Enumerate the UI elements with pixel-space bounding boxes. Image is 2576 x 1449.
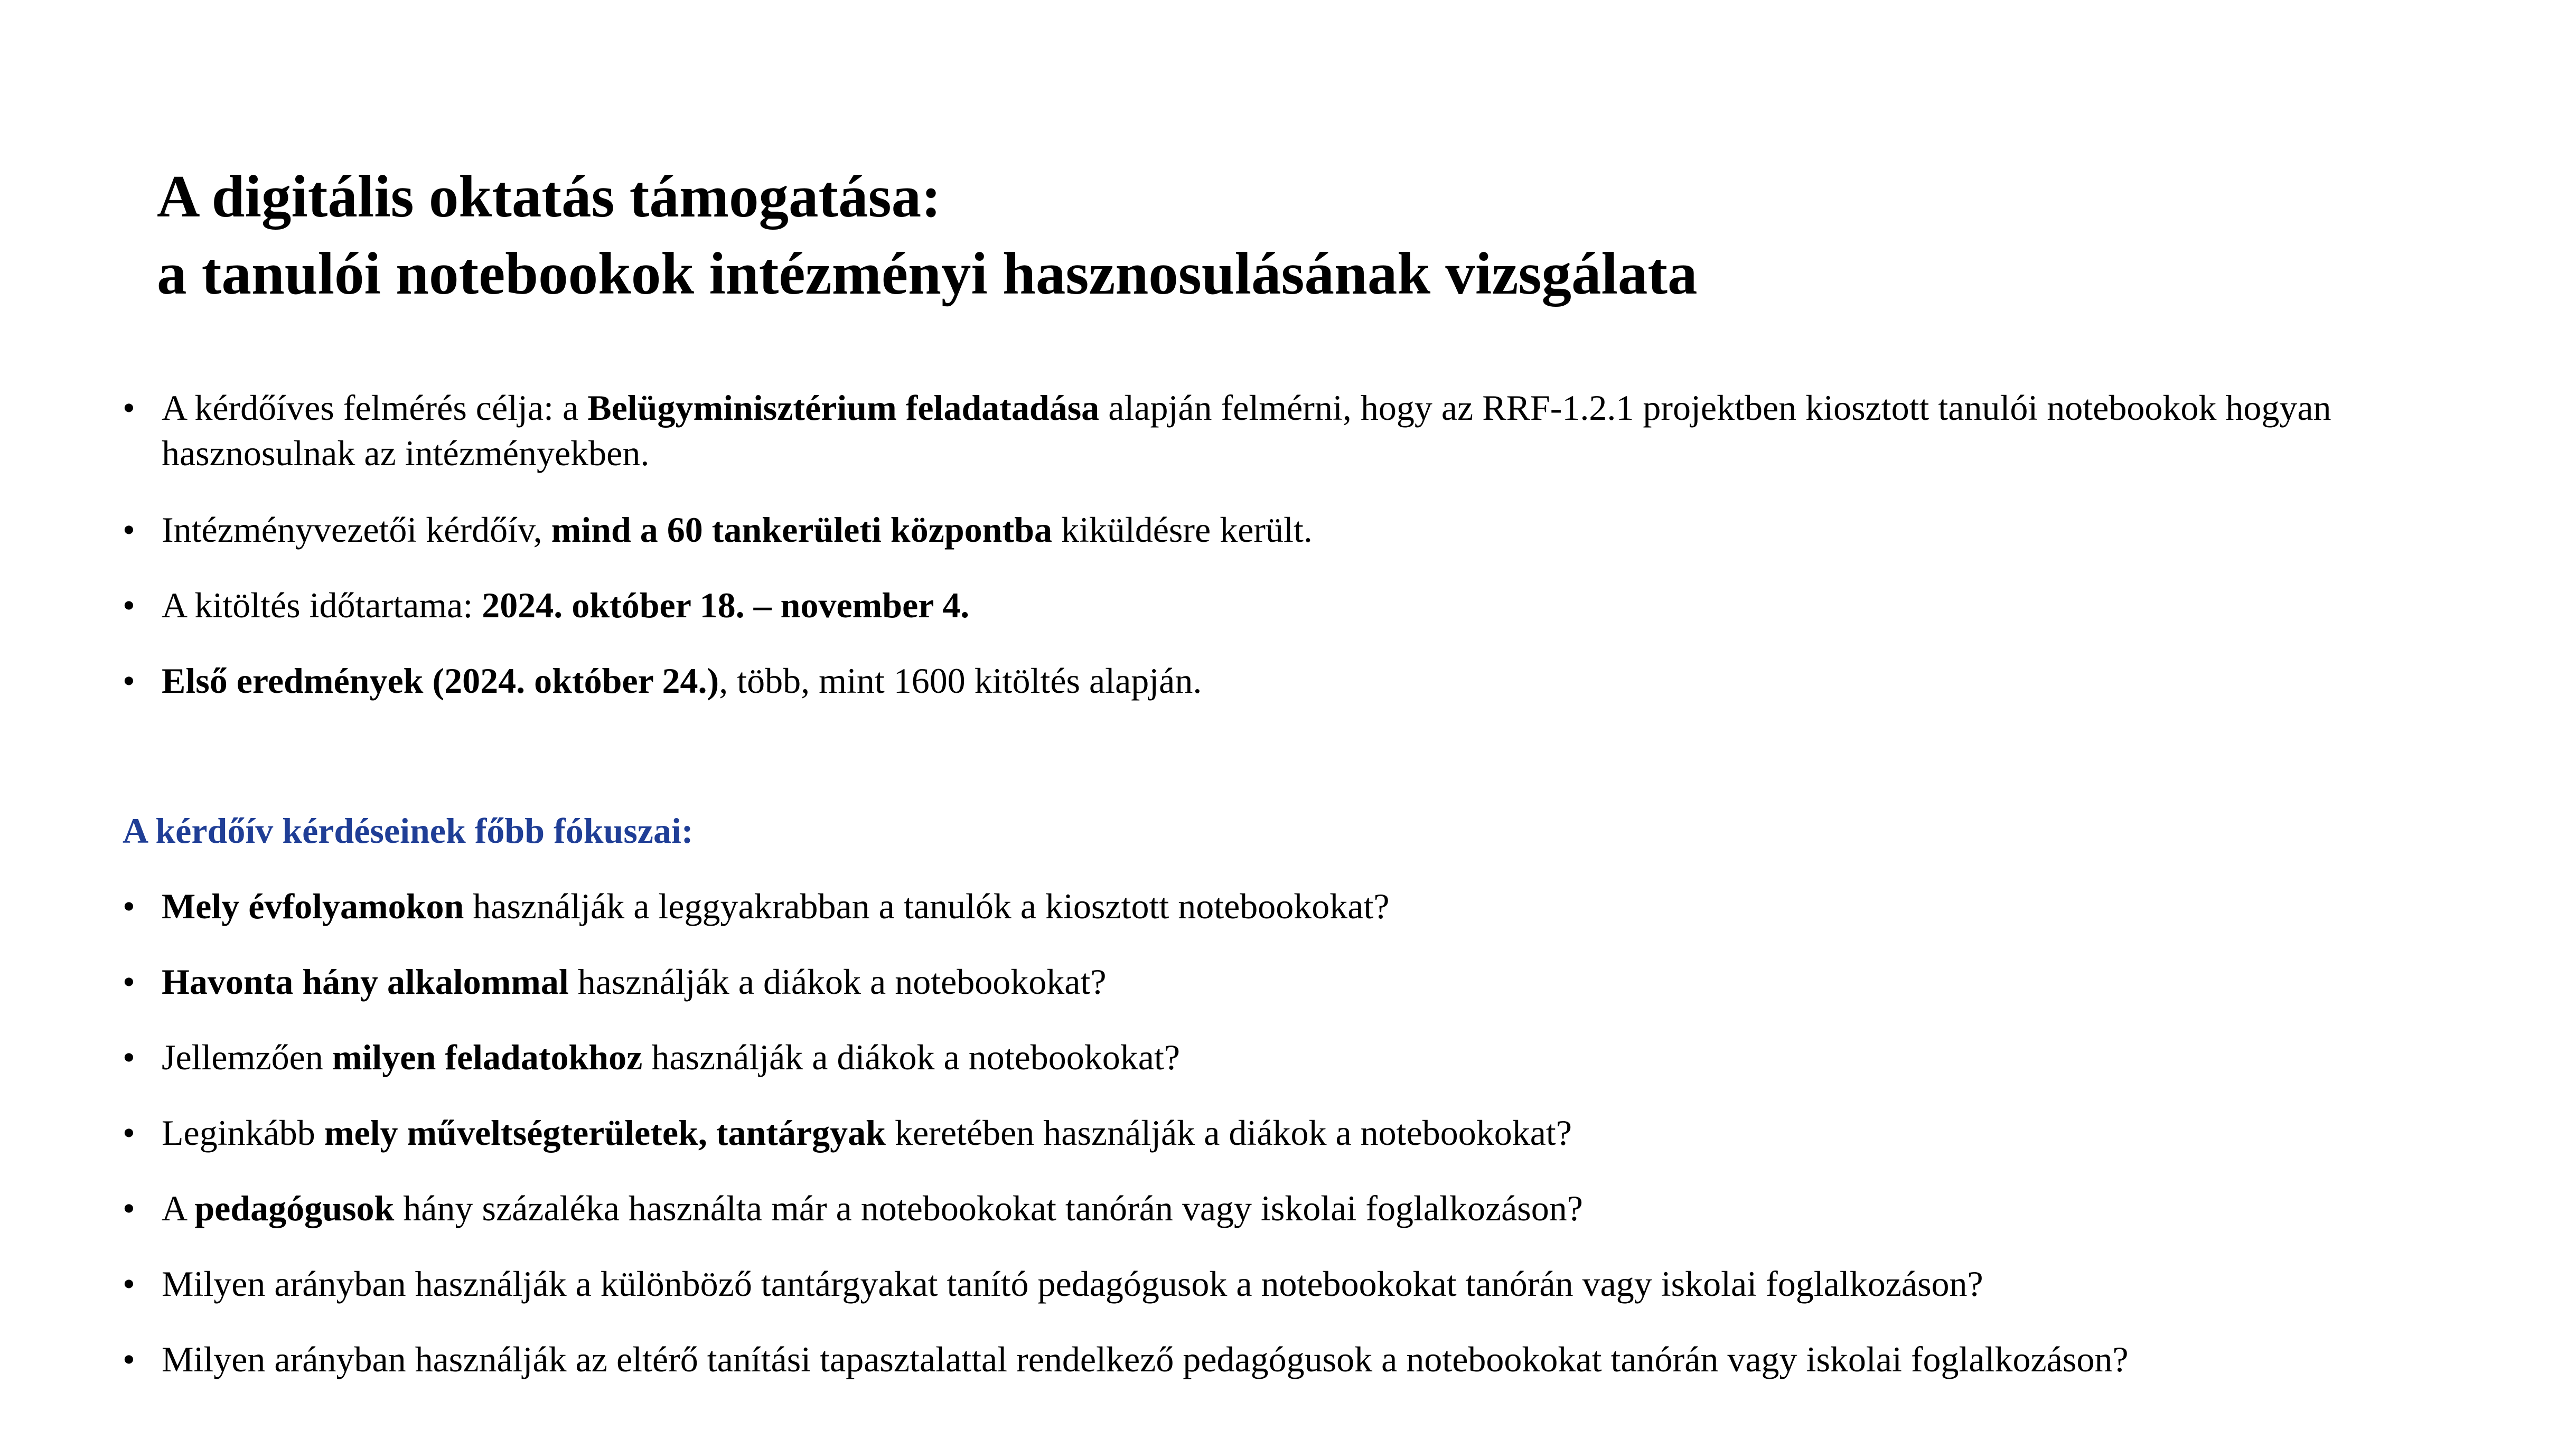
intro-item-questionnaire-text-2: kiküldésre került. xyxy=(1052,510,1313,550)
intro-item-period-text-1: A kitöltés időtartama: xyxy=(162,585,482,625)
intro-item-goal xyxy=(123,385,2499,476)
bullet-dot: • xyxy=(123,661,135,701)
intro-item-questionnaire-text-1: Intézményvezetői kérdőív, xyxy=(162,510,551,550)
intro-item-first-results-bold: Első eredmények (2024. október 24.) xyxy=(162,661,719,701)
focus-item-teachers-percentage xyxy=(123,1185,2499,1231)
bullet-dot: • xyxy=(123,1339,135,1379)
slide-title xyxy=(157,158,1697,313)
focus-item-subjects-text-1: Leginkább xyxy=(162,1113,324,1153)
bullet-dot: • xyxy=(123,585,135,625)
focus-bullet-list xyxy=(123,883,2499,1382)
bullet-dot: • xyxy=(123,510,135,550)
intro-item-first-results-text-2: , több, mint 1600 kitöltés alapján. xyxy=(719,661,1202,701)
focus-item-teachers-by-experience xyxy=(123,1337,2499,1382)
focus-item-grades-text-2: használják a leggyakrabban a tanulók a kiosztott notebookokat? xyxy=(464,886,1390,926)
focus-item-grades xyxy=(123,883,2499,929)
intro-item-goal-text-2: alapján felmérni, hogy az RRF-1.2.1 projektben kiosztott tanulói notebookok hogyan hasznosulnak az intézményekben. xyxy=(162,388,2331,473)
bullet-dot: • xyxy=(123,1264,135,1304)
focus-item-teachers-by-experience-text: Milyen arányban használják az eltérő tanítási tapasztalattal rendelkező pedagógusok a notebookokat tanórán vagy iskolai foglalkozáson? xyxy=(162,1339,2129,1379)
focus-item-teachers-percentage-text-1: A xyxy=(162,1188,195,1228)
bullet-dot: • xyxy=(123,962,135,1002)
intro-item-period-bold: 2024. október 18. – november 4. xyxy=(482,585,970,625)
focus-item-frequency xyxy=(123,959,2499,1004)
intro-item-first-results xyxy=(123,658,2499,703)
focus-item-teachers-percentage-text-2: hány százaléka használta már a notebookokat tanórán vagy iskolai foglalkozáson? xyxy=(394,1188,1583,1228)
focus-item-teachers-by-subject-text: Milyen arányban használják a különböző tantárgyakat tanító pedagógusok a notebookokat tanórán vagy iskolai foglalkozáson? xyxy=(162,1264,1983,1304)
focus-item-frequency-bold: Havonta hány alkalommal xyxy=(162,962,569,1002)
focus-item-teachers-percentage-bold: pedagógusok xyxy=(194,1188,395,1228)
focus-item-subjects xyxy=(123,1110,2499,1155)
focus-section-heading: A kérdőív kérdéseinek főbb fókuszai: xyxy=(123,811,694,851)
bullet-dot: • xyxy=(123,886,135,926)
bullet-dot: • xyxy=(123,1188,135,1228)
focus-item-teachers-by-subject xyxy=(123,1261,2499,1306)
focus-item-tasks-text-1: Jellemzően xyxy=(162,1037,332,1077)
bullet-dot: • xyxy=(123,1037,135,1077)
focus-item-subjects-text-2: keretében használják a diákok a notebookokat? xyxy=(886,1113,1572,1153)
intro-item-goal-bold: Belügyminisztérium feladatadása xyxy=(587,388,1100,428)
intro-bullet-list xyxy=(123,385,2499,703)
focus-item-tasks-bold: milyen feladatokhoz xyxy=(332,1037,643,1077)
intro-item-goal-text-1: A kérdőíves felmérés célja: a xyxy=(162,388,588,428)
bullet-dot: • xyxy=(123,1113,135,1153)
focus-item-subjects-bold: mely műveltségterületek, tantárgyak xyxy=(324,1113,886,1153)
intro-item-period xyxy=(123,582,2499,628)
slide-title-line-2: a tanulói notebookok intézményi hasznosulásának vizsgálata xyxy=(157,241,1698,307)
focus-item-frequency-text-2: használják a diákok a notebookokat? xyxy=(568,962,1107,1002)
bullet-dot: • xyxy=(123,388,135,428)
focus-item-tasks xyxy=(123,1034,2499,1080)
focus-item-grades-bold: Mely évfolyamokon xyxy=(162,886,464,926)
focus-item-tasks-text-2: használják a diákok a notebookokat? xyxy=(642,1037,1181,1077)
intro-item-questionnaire xyxy=(123,507,2499,552)
slide-title-line-1: A digitális oktatás támogatása: xyxy=(157,164,941,230)
intro-item-questionnaire-bold: mind a 60 tankerületi központba xyxy=(551,510,1052,550)
